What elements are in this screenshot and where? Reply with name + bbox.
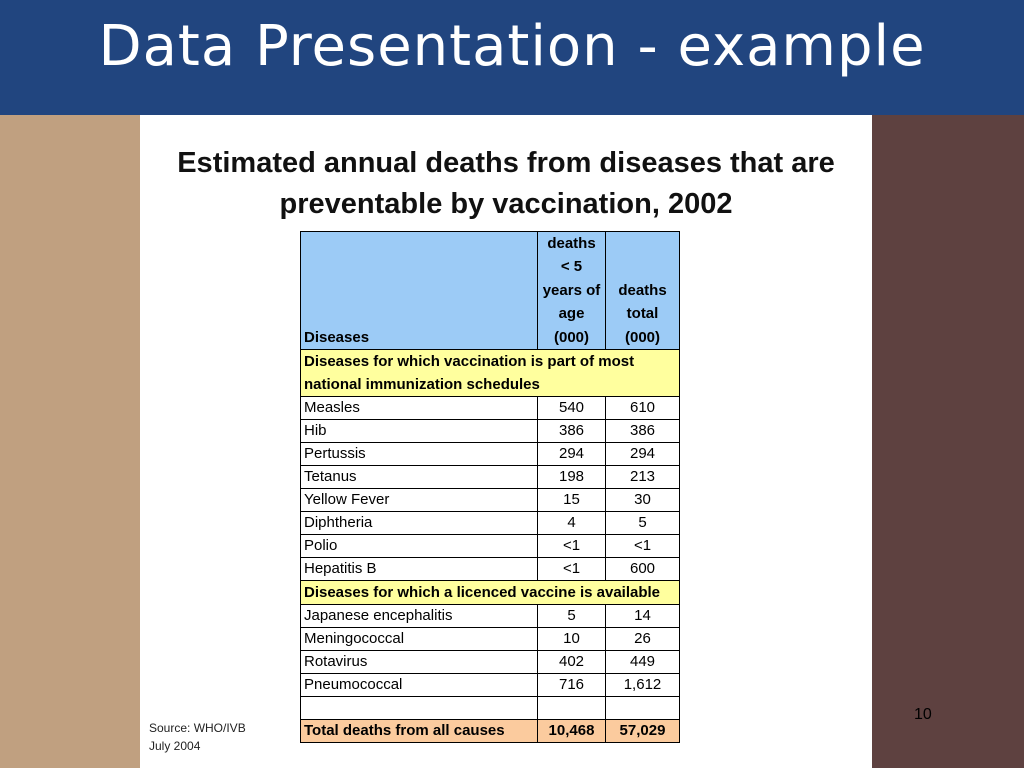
section-label: Diseases for which a licenced vaccine is available xyxy=(301,581,680,605)
total-deaths-all: 57,029 xyxy=(606,720,680,743)
disease-name: Measles xyxy=(301,397,538,420)
header-deaths-under5 xyxy=(538,232,606,350)
table-row xyxy=(301,443,680,466)
blank-cell xyxy=(301,697,538,720)
table-row xyxy=(301,651,680,674)
disease-name: Polio xyxy=(301,535,538,558)
disease-name: Diphtheria xyxy=(301,512,538,535)
table-row xyxy=(301,535,680,558)
deaths-under5: 4 xyxy=(538,512,606,535)
disease-name: Meningococcal xyxy=(301,628,538,651)
header-col1-line: years of xyxy=(542,281,601,299)
blank-cell xyxy=(606,697,680,720)
deaths-total: 26 xyxy=(606,628,680,651)
deaths-under5: <1 xyxy=(538,558,606,581)
table-heading xyxy=(140,143,872,225)
total-deaths-under5: 10,468 xyxy=(538,720,606,743)
deaths-under5: 10 xyxy=(538,628,606,651)
deaths-total: 600 xyxy=(606,558,680,581)
right-decorative-band xyxy=(872,115,1024,768)
slide-title: Data Presentation - example xyxy=(98,14,926,79)
heading-line-1: Estimated annual deaths from diseases that are xyxy=(177,147,835,179)
header-deaths-total xyxy=(606,232,680,350)
section-row-routine xyxy=(301,350,680,397)
table-row xyxy=(301,628,680,651)
deaths-under5: 5 xyxy=(538,605,606,628)
total-label: Total deaths from all causes xyxy=(301,720,538,743)
deaths-total: 14 xyxy=(606,605,680,628)
heading-line-2: preventable by vaccination, 2002 xyxy=(279,188,733,220)
header-col2-line: deaths xyxy=(618,281,667,299)
deaths-under5: 386 xyxy=(538,420,606,443)
deaths-total: <1 xyxy=(606,535,680,558)
disease-name: Hib xyxy=(301,420,538,443)
table-row xyxy=(301,605,680,628)
header-col1-line: deaths xyxy=(547,235,596,252)
disease-name: Yellow Fever xyxy=(301,489,538,512)
table-row xyxy=(301,674,680,697)
title-bar xyxy=(0,0,1024,115)
deaths-total: 449 xyxy=(606,651,680,674)
blank-cell xyxy=(538,697,606,720)
left-decorative-band xyxy=(0,115,140,768)
source-note xyxy=(149,719,246,755)
header-col1-line: age xyxy=(558,305,585,323)
deaths-total: 213 xyxy=(606,466,680,489)
blank-row xyxy=(301,697,680,720)
table-row xyxy=(301,466,680,489)
deaths-under5: 294 xyxy=(538,443,606,466)
disease-name: Tetanus xyxy=(301,466,538,489)
section-row-licenced xyxy=(301,581,680,605)
header-col1-line: (000) xyxy=(553,328,590,346)
disease-name: Rotavirus xyxy=(301,651,538,674)
deaths-under5: <1 xyxy=(538,535,606,558)
header-col2-line: total xyxy=(626,305,659,323)
page-number: 10 xyxy=(914,706,932,723)
source-line-1: Source: WHO/IVB xyxy=(149,721,246,735)
total-row xyxy=(301,720,680,743)
disease-name: Japanese encephalitis xyxy=(301,605,538,628)
disease-name: Pneumococcal xyxy=(301,674,538,697)
table-row xyxy=(301,512,680,535)
table-row xyxy=(301,420,680,443)
deaths-table xyxy=(300,231,680,743)
table-header-row xyxy=(301,232,680,350)
deaths-under5: 15 xyxy=(538,489,606,512)
disease-name: Hepatitis B xyxy=(301,558,538,581)
deaths-under5: 402 xyxy=(538,651,606,674)
header-diseases: Diseases xyxy=(301,232,538,350)
deaths-under5: 716 xyxy=(538,674,606,697)
deaths-total: 610 xyxy=(606,397,680,420)
deaths-total: 30 xyxy=(606,489,680,512)
table-row xyxy=(301,558,680,581)
table-row xyxy=(301,397,680,420)
deaths-total: 386 xyxy=(606,420,680,443)
header-col1-line: < 5 xyxy=(560,258,583,276)
deaths-total: 1,612 xyxy=(606,674,680,697)
header-col2-line: (000) xyxy=(624,328,661,346)
table-row xyxy=(301,489,680,512)
deaths-under5: 198 xyxy=(538,466,606,489)
deaths-under5: 540 xyxy=(538,397,606,420)
source-line-2: July 2004 xyxy=(149,739,201,753)
deaths-total: 5 xyxy=(606,512,680,535)
deaths-total: 294 xyxy=(606,443,680,466)
disease-name: Pertussis xyxy=(301,443,538,466)
section-label: Diseases for which vaccination is part of most national immunization schedules xyxy=(301,350,680,397)
